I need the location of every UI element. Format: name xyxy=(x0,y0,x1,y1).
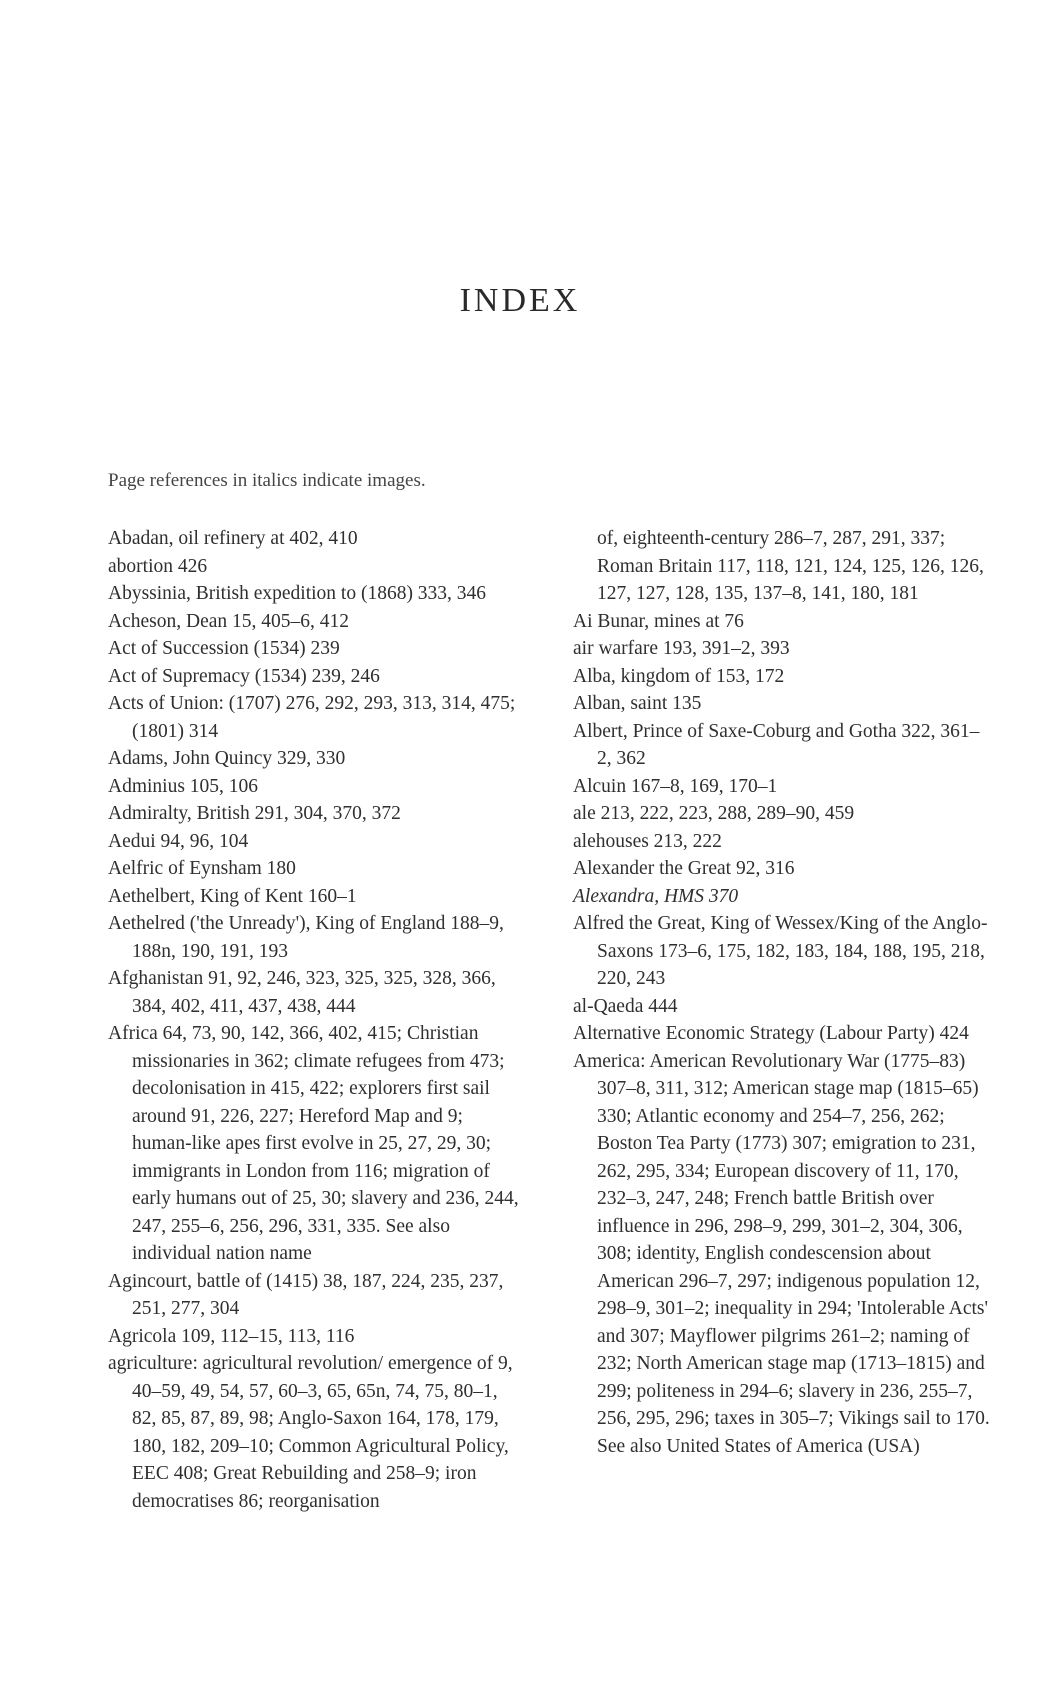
index-entry: Adams, John Quincy 329, 330 xyxy=(108,748,346,769)
index-entry: Act of Supremacy (1534) 239, 246 xyxy=(108,665,380,687)
index-entry: Aelfric of Eynsham 180 xyxy=(108,858,296,879)
index-entry: agriculture: agricultural revolution/ emergence of 9, 40–59, 49, 54, 57, 60–3, 65, 65n, 74, 75, 80–1, 82, 85, 87, 89, 98; Anglo-Saxon 164, 178, 179, 180, 182, 209–10; Common Agricultural Policy, EEC 408; Great Rebuilding and 258–9; iron democratises 86; reorganisation xyxy=(108,1353,513,1512)
index-entry: Agricola 109, 112–15, 113, 116 xyxy=(108,1325,355,1347)
index-entry: Alba, kingdom of 153, 172 xyxy=(573,665,785,687)
index-entry: Alcuin 167–8, 169, 170–1 xyxy=(573,775,778,797)
index-entry: Albert, Prince of Saxe-Coburg and Gotha 322, 361–2, 362 xyxy=(573,720,980,769)
index-entry: America: American Revolutionary War (1775–83) 307–8, 311, 312; American stage map (1815–65) 330; Atlantic economy and 254–7, 256, 262; Boston Tea Party (1773) 307; emigration to 231, 262, 295, 334; European discovery of 11, 170, 232–3, 247, 248; French battle British over influence in 296, 298–9, 299, 301–2, 304, 306, 308; identity, English condescension about American 296–7, 297; indigenous population 12, 298–9, 301–2; inequality in 294; 'Intolerable Acts' and 307; Mayflower pilgrims 261–2; naming of 232; North American stage map (1713–1815) and 299; politeness in 294–6; slavery in 236, 255–7, 256, 295, 296; taxes in 305–7; Vikings sail to 170. See also United States of America (USA) xyxy=(573,1050,990,1457)
index-entry: air warfare 193, 391–2, 393 xyxy=(573,638,790,659)
index-entry: Acheson, Dean 15, 405–6, 412 xyxy=(108,610,349,632)
index-entry: Alexander the Great 92, 316 xyxy=(573,858,795,879)
index-entry: Alban, saint 135 xyxy=(573,693,702,714)
index-entry: Acts of Union: (1707) 276, 292, 293, 313, 314, 475; (1801) 314 xyxy=(108,693,516,742)
index-entry-continuation: of, eighteenth-century 286–7, 287, 291, 337; Roman Britain 117, 118, 121, 124, 125, 126, 126, 127, 127, 128, 135, 137–8, 141, 180, 181 xyxy=(597,528,984,604)
right-column xyxy=(573,525,993,1460)
index-entry: Aedui 94, 96, 104 xyxy=(108,830,249,852)
index-entry: al-Qaeda 444 xyxy=(573,995,678,1017)
index-entry: Act of Succession (1534) 239 xyxy=(108,638,340,659)
italics-note: Page references in italics indicate images. xyxy=(108,470,426,491)
index-entry: Agincourt, battle of (1415) 38, 187, 224, 235, 237, 251, 277, 304 xyxy=(108,1270,504,1319)
index-entry: Aethelbert, King of Kent 160–1 xyxy=(108,885,357,907)
index-entry: Adminius 105, 106 xyxy=(108,775,259,797)
index-entry: Alfred the Great, King of Wessex/King of the Anglo-Saxons 173–6, 175, 182, 183, 184, 188, 195, 218, 220, 243 xyxy=(573,913,988,989)
index-entry: Aethelred ('the Unready'), King of England 188–9, 188n, 190, 191, 193 xyxy=(108,913,504,962)
index-entry: Abadan, oil refinery at 402, 410 xyxy=(108,528,358,549)
index-entry: Admiralty, British 291, 304, 370, 372 xyxy=(108,803,401,824)
index-entry: Alternative Economic Strategy (Labour Party) 424 xyxy=(573,1023,969,1044)
left-column xyxy=(108,525,520,1515)
index-entry: Ai Bunar, mines at 76 xyxy=(573,610,744,632)
index-entry: ale 213, 222, 223, 288, 289–90, 459 xyxy=(573,803,855,824)
page-title: INDEX xyxy=(459,282,581,319)
index-entry: abortion 426 xyxy=(108,555,208,577)
index-entry: Africa 64, 73, 90, 142, 366, 402, 415; Christian missionaries in 362; climate refugees from 473; decolonisation in 415, 422; explorers first sail around 91, 226, 227; Hereford Map and 9; human-like apes first evolve in 25, 27, 29, 30; immigrants in London from 116; migration of early humans out of 25, 30; slavery and 236, 244, 247, 255–6, 256, 296, 331, 335. See also individual nation name xyxy=(108,1023,519,1264)
index-entry: Abyssinia, British expedition to (1868) 333, 346 xyxy=(108,583,487,604)
index-entry: Afghanistan 91, 92, 246, 323, 325, 325, 328, 366, 384, 402, 411, 437, 438, 444 xyxy=(108,968,496,1017)
index-entry: alehouses 213, 222 xyxy=(573,830,722,852)
index-entry-italic: Alexandra, HMS 370 xyxy=(573,885,739,907)
